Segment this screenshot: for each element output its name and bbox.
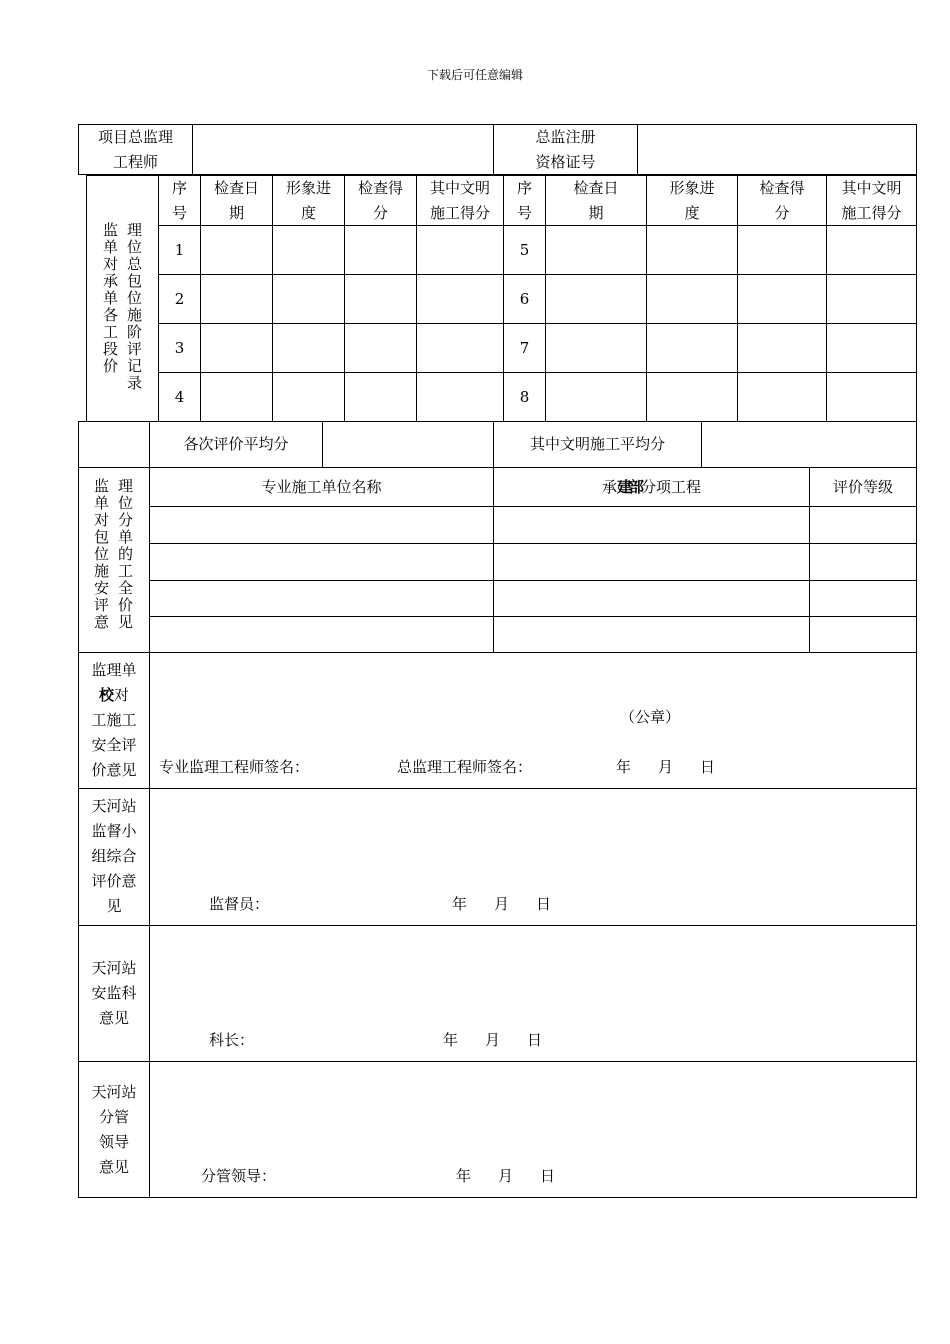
sub-unit-cell[interactable] bbox=[149, 506, 494, 544]
label-line: 价意见 bbox=[91, 761, 137, 779]
record-civil-cell[interactable] bbox=[826, 372, 917, 422]
cert-label-cell bbox=[493, 124, 638, 175]
seq-number: 2 bbox=[174, 289, 185, 308]
record-score-cell[interactable] bbox=[344, 323, 417, 373]
group-label bbox=[78, 794, 150, 919]
label-line: 天河站 bbox=[91, 797, 137, 815]
supervision-year: 年 bbox=[616, 758, 632, 776]
record-progress-cell[interactable] bbox=[272, 323, 345, 373]
sub-header-part bbox=[493, 467, 810, 507]
leader-year: 年 bbox=[456, 1167, 472, 1185]
cert-label-line1: 总监注册 bbox=[535, 127, 596, 146]
record-civil-cell[interactable] bbox=[826, 225, 917, 275]
section-label bbox=[78, 956, 150, 1031]
seq-number: 8 bbox=[519, 387, 530, 406]
record-civil-cell[interactable] bbox=[826, 274, 917, 324]
leader-day: 日 bbox=[540, 1167, 556, 1185]
section-day: 日 bbox=[527, 1031, 543, 1049]
record-score-cell[interactable] bbox=[344, 225, 417, 275]
sub-unit-cell[interactable] bbox=[149, 580, 494, 617]
sub-side-label-col2: 理位分单的工全价见 bbox=[116, 478, 134, 631]
section-month: 月 bbox=[485, 1031, 501, 1049]
supervision-seal: （公章） bbox=[620, 708, 681, 726]
record-progress-cell[interactable] bbox=[646, 372, 738, 422]
sub-side-label-col1: 监单对包位施安评意 bbox=[92, 478, 110, 631]
record-civil-cell[interactable] bbox=[416, 225, 504, 275]
group-sign: 监督员： bbox=[209, 895, 270, 913]
record-date-cell[interactable] bbox=[545, 274, 647, 324]
label-line: 组综合 bbox=[91, 847, 137, 865]
civil-avg-value-cell[interactable] bbox=[701, 421, 917, 468]
header-part-suffix: 分项工程 bbox=[641, 477, 702, 496]
record-progress-cell[interactable] bbox=[646, 274, 738, 324]
cert-label-line2: 资格证号 bbox=[535, 152, 596, 171]
seq-number: 3 bbox=[174, 338, 185, 357]
cert-value-cell[interactable] bbox=[637, 124, 917, 175]
record-header-right-date bbox=[545, 175, 647, 226]
record-score-cell[interactable] bbox=[737, 372, 827, 422]
seq-number: 5 bbox=[519, 240, 530, 259]
sub-header-grade bbox=[809, 467, 917, 507]
sub-unit-cell[interactable] bbox=[149, 543, 494, 581]
sub-part-cell[interactable] bbox=[493, 543, 810, 581]
header-text: 形象进度 bbox=[669, 178, 715, 222]
record-score-cell[interactable] bbox=[737, 323, 827, 373]
label-line: 安监科 bbox=[91, 984, 137, 1002]
supervision-chief-sign: 总监理工程师签名： bbox=[397, 758, 533, 776]
header-text: 序号 bbox=[516, 178, 532, 222]
sub-grade-cell[interactable] bbox=[809, 616, 917, 653]
header-text: 形象进度 bbox=[285, 178, 331, 222]
pm-label-line2: 工程师 bbox=[112, 152, 158, 171]
label-line: 监理单 bbox=[91, 661, 137, 679]
record-score-cell[interactable] bbox=[344, 274, 417, 324]
record-header-left-civil bbox=[416, 175, 504, 226]
avg-blank-cell bbox=[78, 421, 150, 468]
header-text: 序号 bbox=[171, 178, 187, 222]
header-note: 下载后可任意编辑 bbox=[426, 68, 523, 82]
sub-part-cell[interactable] bbox=[493, 616, 810, 653]
record-side-label-col2: 理位总包位施阶评记录 bbox=[125, 222, 143, 392]
record-header-left-score bbox=[344, 175, 417, 226]
record-date-cell[interactable] bbox=[545, 225, 647, 275]
record-date-cell[interactable] bbox=[200, 274, 273, 324]
record-header-left-progress bbox=[272, 175, 345, 226]
label-line: 工施工 bbox=[91, 711, 137, 729]
avg-value-cell[interactable] bbox=[322, 421, 494, 468]
label-line: 评价意 bbox=[91, 872, 137, 890]
sub-part-cell[interactable] bbox=[493, 506, 810, 544]
record-header-left-date bbox=[200, 175, 273, 226]
pm-label-line1: 项目总监理 bbox=[97, 127, 173, 146]
label-line: 见 bbox=[106, 897, 122, 915]
label-line: 天河站 bbox=[91, 959, 137, 977]
header-text: 检查日期 bbox=[573, 178, 619, 222]
record-header-left-seq bbox=[158, 175, 201, 226]
record-side-label-col1: 监单对承单各工段价 bbox=[101, 222, 119, 375]
header-text: 其中文明施工得分 bbox=[429, 178, 490, 222]
record-progress-cell[interactable] bbox=[272, 274, 345, 324]
record-progress-cell[interactable] bbox=[272, 372, 345, 422]
supervision-label bbox=[78, 658, 150, 783]
header-text: 检查得分 bbox=[759, 178, 805, 222]
avg-label: 各次评价平均分 bbox=[183, 435, 289, 453]
sub-grade-cell[interactable] bbox=[809, 506, 917, 544]
sub-side-cell bbox=[78, 467, 150, 653]
civil-avg-label-cell bbox=[493, 421, 702, 468]
sub-header-unit bbox=[149, 467, 494, 507]
pm-label-cell bbox=[78, 124, 193, 175]
header-text bbox=[602, 475, 701, 500]
record-seq-cell bbox=[503, 225, 546, 275]
seq-number: 7 bbox=[519, 338, 530, 357]
supervision-day: 日 bbox=[700, 758, 716, 776]
record-progress-cell[interactable] bbox=[646, 225, 738, 275]
seq-number: 1 bbox=[174, 240, 185, 259]
header-text: 专业施工单位名称 bbox=[261, 477, 382, 496]
header-text: 其中文明施工得分 bbox=[841, 178, 902, 222]
record-seq-cell bbox=[503, 323, 546, 373]
pm-value-cell[interactable] bbox=[192, 124, 494, 175]
record-date-cell[interactable] bbox=[200, 323, 273, 373]
seq-number: 4 bbox=[174, 387, 185, 406]
record-header-right-progress bbox=[646, 175, 738, 226]
label-line: 领导 bbox=[98, 1133, 129, 1151]
record-civil-cell[interactable] bbox=[416, 372, 504, 422]
record-header-right-score bbox=[737, 175, 827, 226]
record-seq-cell bbox=[158, 372, 201, 422]
header-part-overlap: 建部 bbox=[616, 477, 641, 496]
section-year: 年 bbox=[443, 1031, 459, 1049]
record-civil-cell[interactable] bbox=[416, 323, 504, 373]
record-date-cell[interactable] bbox=[545, 323, 647, 373]
group-month: 月 bbox=[494, 895, 510, 913]
record-score-cell[interactable] bbox=[737, 225, 827, 275]
header-text: 检查日期 bbox=[213, 178, 259, 222]
label-line: 意见 bbox=[98, 1009, 129, 1027]
record-date-cell[interactable] bbox=[200, 225, 273, 275]
sub-unit-cell[interactable] bbox=[149, 616, 494, 653]
label-line: 安全评 bbox=[91, 736, 137, 754]
header-part-prefix: 承 bbox=[601, 477, 617, 496]
seq-number: 6 bbox=[519, 289, 530, 308]
record-date-cell[interactable] bbox=[200, 372, 273, 422]
sub-grade-cell[interactable] bbox=[809, 543, 917, 581]
record-seq-cell bbox=[503, 274, 546, 324]
record-seq-cell bbox=[158, 274, 201, 324]
label-line: 天河站 bbox=[91, 1083, 137, 1101]
record-civil-cell[interactable] bbox=[826, 323, 917, 373]
section-sign: 科长： bbox=[209, 1031, 255, 1049]
header-text: 检查得分 bbox=[357, 178, 403, 222]
sub-part-cell[interactable] bbox=[493, 580, 810, 617]
record-seq-cell bbox=[158, 323, 201, 373]
record-progress-cell[interactable] bbox=[646, 323, 738, 373]
leader-label bbox=[78, 1080, 150, 1180]
record-side-cell bbox=[86, 175, 159, 422]
group-year: 年 bbox=[452, 895, 468, 913]
record-score-cell[interactable] bbox=[737, 274, 827, 324]
sub-grade-cell[interactable] bbox=[809, 580, 917, 617]
leader-sign: 分管领导： bbox=[201, 1167, 277, 1185]
record-header-right-civil bbox=[826, 175, 917, 226]
supervision-month: 月 bbox=[658, 758, 674, 776]
label-line bbox=[78, 683, 150, 708]
record-seq-cell bbox=[158, 225, 201, 275]
record-score-cell[interactable] bbox=[344, 372, 417, 422]
label-line: 意见 bbox=[98, 1158, 129, 1176]
record-date-cell[interactable] bbox=[545, 372, 647, 422]
header-text: 评价等级 bbox=[832, 477, 893, 496]
group-day: 日 bbox=[536, 895, 552, 913]
label-line: 监督小 bbox=[91, 822, 137, 840]
supervision-eng-sign: 专业监理工程师签名： bbox=[159, 758, 310, 776]
label-line: 分管 bbox=[98, 1108, 129, 1126]
leader-month: 月 bbox=[498, 1167, 514, 1185]
record-progress-cell[interactable] bbox=[272, 225, 345, 275]
avg-label-cell bbox=[149, 421, 323, 468]
label-rest: 对 bbox=[114, 686, 130, 704]
label-bold: 校 bbox=[98, 686, 114, 704]
record-header-right-seq bbox=[503, 175, 546, 226]
record-seq-cell bbox=[503, 372, 546, 422]
civil-avg-label: 其中文明施工平均分 bbox=[529, 435, 665, 453]
record-civil-cell[interactable] bbox=[416, 274, 504, 324]
